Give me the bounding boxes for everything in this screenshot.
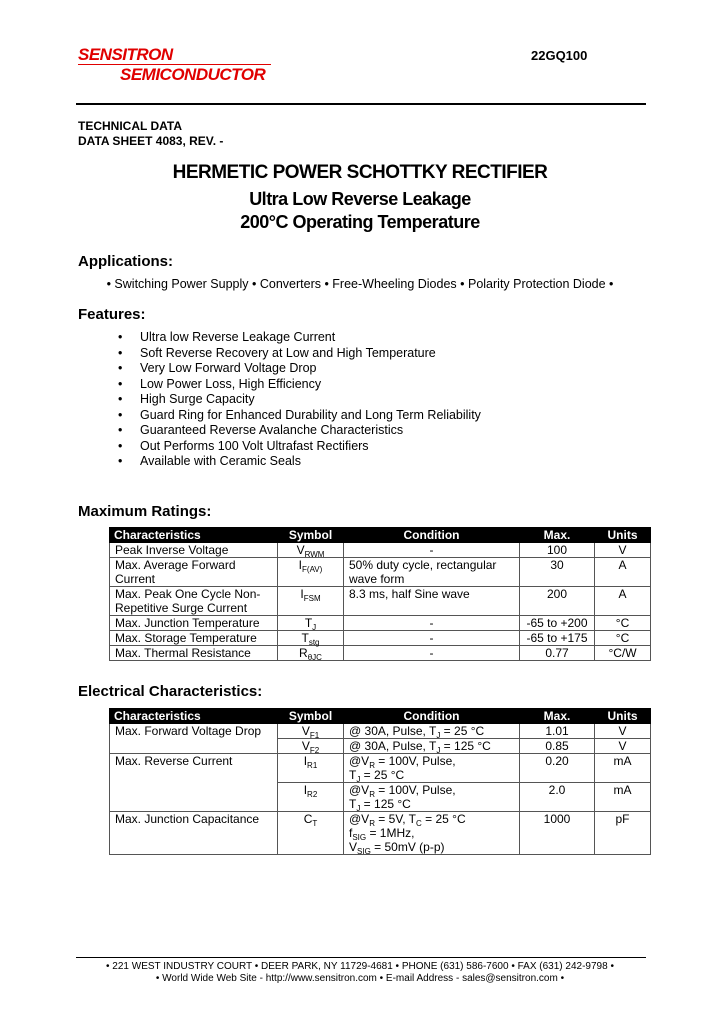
symbol-cell: $C_T$ (278, 812, 344, 855)
units-cell: °C (595, 631, 651, 646)
symbol-cell: $I_{R1}$ (278, 754, 344, 783)
table-row (110, 631, 651, 646)
document-title: HERMETIC POWER SCHOTTKY RECTIFIER (172, 162, 548, 183)
condition-cell: @ 30A, Pulse, $T_J = 125$ °C (344, 739, 520, 754)
column-header: Condition (344, 528, 520, 543)
characteristic-cell: Max. Thermal Resistance (110, 646, 278, 661)
characteristic-cell: Max. Peak One Cycle Non-Repetitive Surge Current (110, 587, 278, 616)
column-header: Symbol (278, 528, 344, 543)
feature-item: • Very Low Forward Voltage Drop (118, 361, 481, 377)
feature-item: • High Surge Capacity (118, 392, 481, 408)
units-cell: pF (595, 812, 651, 855)
condition-cell: - (344, 616, 520, 631)
symbol-cell: $I_{R2}$ (278, 783, 344, 812)
tech-data-label: TECHNICAL DATA (78, 119, 182, 133)
column-header: Units (595, 709, 651, 724)
max-cell: 1.01 (520, 724, 595, 739)
characteristic-cell: Max. Junction Capacitance (110, 812, 278, 855)
characteristic-cell: Max. Forward Voltage Drop (110, 724, 278, 754)
units-cell: °C/W (595, 646, 651, 661)
feature-item: • Low Power Loss, High Efficiency (118, 377, 481, 393)
column-header: Max. (520, 709, 595, 724)
table-row (110, 646, 651, 661)
electrical-table (109, 708, 651, 855)
document-subtitle-1: Ultra Low Reverse Leakage (249, 189, 471, 209)
company-logo-line1: SENSITRON (78, 45, 173, 64)
units-cell: V (595, 724, 651, 739)
feature-item: • Soft Reverse Recovery at Low and High Temperature (118, 346, 481, 362)
table-row (110, 754, 651, 783)
symbol-cell: $R_{\theta JC}$ (278, 646, 344, 661)
condition-cell: $@V_R = 100V$, Pulse, $T_J = 25$ °C (344, 754, 520, 783)
symbol-cell: $V_{F1}$ (278, 724, 344, 739)
table-row (110, 558, 651, 587)
header-divider (76, 103, 646, 105)
features-heading: Features: (78, 306, 146, 323)
column-header: Condition (344, 709, 520, 724)
datasheet-number: DATA SHEET 4083, REV. - (78, 134, 224, 148)
applications-heading: Applications: (78, 253, 174, 270)
part-number: 22GQ100 (531, 48, 588, 63)
max-cell: 0.20 (520, 754, 595, 783)
table-header-row (110, 709, 651, 724)
table-row (110, 616, 651, 631)
condition-cell: $@V_R = 100V$, Pulse, $T_J = 125$ °C (344, 783, 520, 812)
table-header-row (110, 528, 651, 543)
condition-cell: $@V_R = 5V$, $T_C = 25$ °C $f_{SIG} = 1MHz$, $V_{SIG} = 50mV$ (p-p) (344, 812, 520, 855)
symbol-cell: $V_{RWM}$ (278, 543, 344, 558)
max-ratings-heading: Maximum Ratings: (78, 503, 212, 520)
document-subtitle-2: 200°C Operating Temperature (240, 212, 480, 232)
units-cell: V (595, 739, 651, 754)
condition-cell: - (344, 646, 520, 661)
characteristic-cell: Max. Junction Temperature (110, 616, 278, 631)
feature-item: • Guard Ring for Enhanced Durability and Long Term Reliability (118, 408, 481, 424)
units-cell: mA (595, 783, 651, 812)
condition-cell: @ 30A, Pulse, $T_J = 25$ °C (344, 724, 520, 739)
condition-cell: - (344, 543, 520, 558)
feature-item: • Available with Ceramic Seals (118, 454, 481, 470)
condition-cell: 50% duty cycle, rectangular wave form (344, 558, 520, 587)
max-cell: 100 (520, 543, 595, 558)
technical-data-block (78, 119, 223, 149)
condition-cell: 8.3 ms, half Sine wave (344, 587, 520, 616)
feature-item: • Guaranteed Reverse Avalanche Characteristics (118, 423, 481, 439)
units-cell: V (595, 543, 651, 558)
table-row (110, 812, 651, 855)
column-header: Characteristics (110, 528, 278, 543)
max-ratings-table (109, 527, 651, 661)
symbol-cell: $I_{F(AV)}$ (278, 558, 344, 587)
max-cell: 0.77 (520, 646, 595, 661)
max-cell: 0.85 (520, 739, 595, 754)
characteristic-cell: Max. Average Forward Current (110, 558, 278, 587)
column-header: Units (595, 528, 651, 543)
symbol-cell: $T_J$ (278, 616, 344, 631)
table-row (110, 543, 651, 558)
column-header: Max. (520, 528, 595, 543)
applications-list: • Switching Power Supply • Converters • Free-Wheeling Diodes • Polarity Protection Diode • (106, 277, 614, 291)
max-cell: 30 (520, 558, 595, 587)
electrical-heading: Electrical Characteristics: (78, 683, 263, 700)
max-cell: -65 to +175 (520, 631, 595, 646)
condition-cell: - (344, 631, 520, 646)
company-logo-line2: SEMICONDUCTOR (120, 65, 266, 84)
feature-item: • Out Performs 100 Volt Ultrafast Rectifiers (118, 439, 481, 455)
column-header: Symbol (278, 709, 344, 724)
units-cell: A (595, 587, 651, 616)
footer-web-email: • World Wide Web Site - http://www.sensitron.com • E-mail Address - sales@sensitron.com • (155, 973, 565, 984)
characteristic-cell: Max. Storage Temperature (110, 631, 278, 646)
units-cell: mA (595, 754, 651, 783)
characteristic-cell: Peak Inverse Voltage (110, 543, 278, 558)
feature-item: • Ultra low Reverse Leakage Current (118, 330, 481, 346)
max-cell: 1000 (520, 812, 595, 855)
units-cell: °C (595, 616, 651, 631)
max-cell: 2.0 (520, 783, 595, 812)
footer-address: • 221 WEST INDUSTRY COURT • DEER PARK, NY 11729-4681 • PHONE (631) 586-7600 • FAX (631) 242-9798 • (106, 961, 614, 972)
max-cell: 200 (520, 587, 595, 616)
footer-divider (76, 957, 646, 958)
column-header: Characteristics (110, 709, 278, 724)
characteristic-cell: Max. Reverse Current (110, 754, 278, 812)
max-cell: -65 to +200 (520, 616, 595, 631)
table-row (110, 724, 651, 739)
features-list (118, 330, 481, 470)
symbol-cell: $T_{stg}$ (278, 631, 344, 646)
table-row (110, 587, 651, 616)
symbol-cell: $V_{F2}$ (278, 739, 344, 754)
symbol-cell: $I_{FSM}$ (278, 587, 344, 616)
units-cell: A (595, 558, 651, 587)
